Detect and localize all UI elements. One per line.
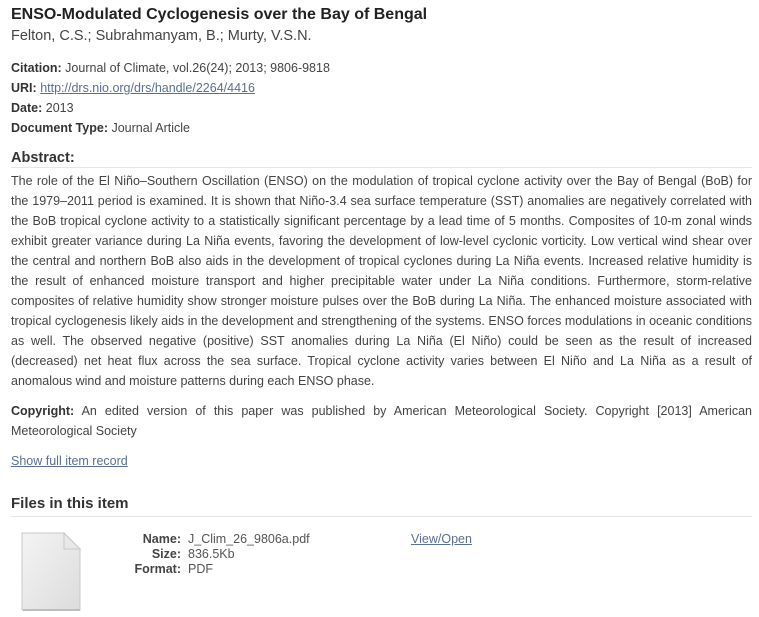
citation-value: Journal of Climate, vol.26(24); 2013; 9806-9818 [65,61,330,75]
file-size-value: 836.5Kb [188,547,235,561]
uri-label: URI: [11,81,37,95]
citation-row [11,58,752,78]
date-label: Date: [11,101,43,115]
copyright [11,401,752,441]
uri-link[interactable]: http://drs.nio.org/drs/handle/2264/4416 [40,81,255,95]
metadata-section [11,58,752,138]
file-format-row [111,562,310,577]
doctype-label: Document Type: [11,121,108,135]
item-view [11,4,752,617]
file-format-label: Format: [134,562,181,576]
file-size-label: Size: [151,547,181,561]
file-name-row [111,532,310,547]
file-metadata [111,532,310,577]
date-value: 2013 [45,101,74,115]
copyright-text: An edited version of this paper was published by American Meteorological Society. Copyright [2013] American Meteorological Society [11,404,752,438]
document-icon[interactable] [20,532,82,612]
full-record-row [11,451,752,471]
abstract-heading: Abstract: [11,148,752,168]
copyright-label: Copyright: [11,404,75,418]
show-full-record-link[interactable]: Show full item record [11,454,128,468]
uri-row [11,78,752,98]
file-action [411,532,472,547]
files-heading: Files in this item [11,491,752,517]
file-item [11,530,752,617]
date-row [11,98,752,118]
view-open-link[interactable]: View/Open [411,532,472,546]
file-name-label: Name: [142,532,181,546]
item-authors: Felton, C.S.; Subrahmanyam, B.; Murty, V.S.N. [11,28,312,44]
citation-label: Citation: [11,61,62,75]
doctype-value: Journal Article [111,121,190,135]
doctype-row [11,118,752,138]
item-title: ENSO-Modulated Cyclogenesis over the Bay of Bengal [11,6,428,23]
abstract-text: The role of the El Niño–Southern Oscillation (ENSO) on the modulation of tropical cyclone activity over the Bay of Bengal (BoB) for the 1979–2011 period is examined. It is shown that Niño-3.4 sea surface temperature (SST) anomalies are negatively correlated with the BoB tropical cyclone activity to a statistically significant percentage by a lead time of 5 months. Composites of 10-m zonal winds exhibit greater variance during La Niña events, favoring the development of low-level cyclonic vorticity. Low vertical wind shear over the central and northern BoB also aids in the development of tropical cyclones during La Niña events. Increased relative humidity is the result of enhanced moisture transport and higher precipitable water under La Niña conditions. Furthermore, storm-relative composites of relative humidity show stronger moisture pulses over the BoB during La Niña. The enhanced moisture associated with tropical cyclogenesis likely aids in the development and strengthening of the systems. ENSO forces modulations in oceanic conditions as well. The observed negative (positive) SST anomalies during La Niña (El Niño) could be seen as the result of increased (decreased) net heat flux across the sea surface. Tropical cyclone activity varies between El Niño and La Niña as a result of anomalous wind and moisture patterns during each ENSO phase. [11,174,752,388]
file-name-value: J_Clim_26_9806a.pdf [188,532,310,546]
file-format-value: PDF [188,562,213,576]
file-size-row [111,547,310,562]
